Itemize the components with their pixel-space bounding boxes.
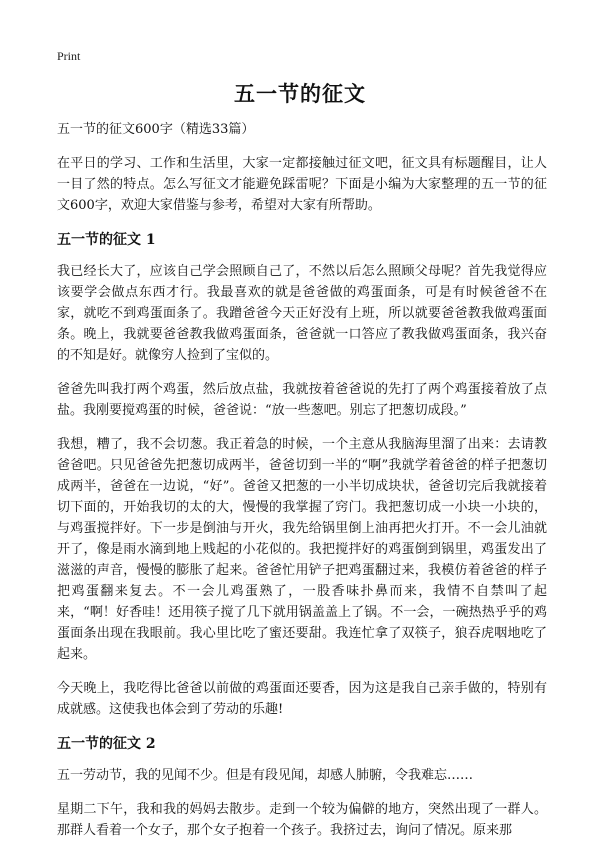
section-2-paragraph-1: 五一劳动节，我的见闻不少。但是有段见闻，却感人肺腑，令我难忘…… <box>57 768 474 783</box>
section-1-paragraph-4: 今天晚上，我吃得比爸爸以前做的鸡蛋面还要香，因为这是我自己亲手做的，特别有成就感。这使我也体会到了劳动的乐趣! <box>57 681 547 717</box>
section-heading-1: 五一节的征文 1 <box>57 232 156 248</box>
page-title: 五一节的征文 <box>234 82 366 106</box>
section-1-paragraph-1: 我已经长大了，应该自己学会照顾自己了，不然以后怎么照顾父母呢？首先我觉得应该要学会做点东西才行。我最喜欢的就是爸爸做的鸡蛋面条，可是有时候爸爸不在家，就吃不到鸡蛋面条了。我蹭爸爸今天正好没有上班，所以就要爸爸教我做鸡蛋面条。晚上，我就要爸爸教我做鸡蛋面条，爸爸就一口答应了教我做鸡蛋面条，我兴奋的不知是好。就像穷人捡到了宝似的。 <box>57 264 547 363</box>
section-1-paragraph-2: 爸爸先叫我打两个鸡蛋，然后放点盐，我就按着爸爸说的先打了两个鸡蛋接着放了点盐。我刚要搅鸡蛋的时候，爸爸说：“放一些葱吧。别忘了把葱切成段。” <box>57 382 547 418</box>
section-2-paragraph-2: 星期二下午，我和我的妈妈去散步。走到一个较为偏僻的地方，突然出现了一群人。那群人看着一个女子，那个女子抱着一个孩子。我挤过去，询问了情况。原来那 <box>57 802 547 838</box>
document-subtitle: 五一节的征文600字（精选33篇） <box>57 122 255 137</box>
intro-paragraph: 在平日的学习、工作和生活里，大家一定都接触过征文吧，征文具有标题醒目，让人一目了然的特点。怎么写征文才能避免踩雷呢？下面是小编为大家整理的五一节的征文600字，欢迎大家借鉴与参考，希望对大家有所帮助。 <box>57 156 547 213</box>
section-heading-2: 五一节的征文 2 <box>57 736 156 752</box>
section-1-paragraph-3: 我想，糟了，我不会切葱。我正着急的时候，一个主意从我脑海里溜了出来：去请教爸爸吧。只见爸爸先把葱切成两半，爸爸切到一半的“啊”我就学着爸爸的样子把葱切成两半，爸爸在一边说，“好”。爸爸又把葱的一小半切成块状，爸爸切完后我就接着切下面的，开始我切的太的大，慢慢的我掌握了窍门。我把葱切成一小块一小块的，与鸡蛋搅拌好。下一步是倒油与开火，我先给锅里倒上油再把火打开。不一会儿油就开了，像是雨水滴到地上贱起的小花似的。我把搅拌好的鸡蛋倒到锅里，鸡蛋发出了滋滋的声音，慢慢的膨胀了起来。爸爸忙用铲子把鸡蛋翻过来，我模仿着爸爸的样子把鸡蛋翻来复去。不一会儿鸡蛋熟了，一股香味扑鼻而来，我情不自禁叫了起来，“啊！好香哇！还用筷子搅了几下就用锅盖盖上了锅。不一会，一碗热热乎乎的鸡蛋面条出现在我眼前。我心里比吃了蜜还要甜。我连忙拿了双筷子，狼吞虎咽地吃了起来。 <box>57 437 547 662</box>
document-body <box>57 120 547 854</box>
print-link[interactable]: Print <box>57 49 81 63</box>
